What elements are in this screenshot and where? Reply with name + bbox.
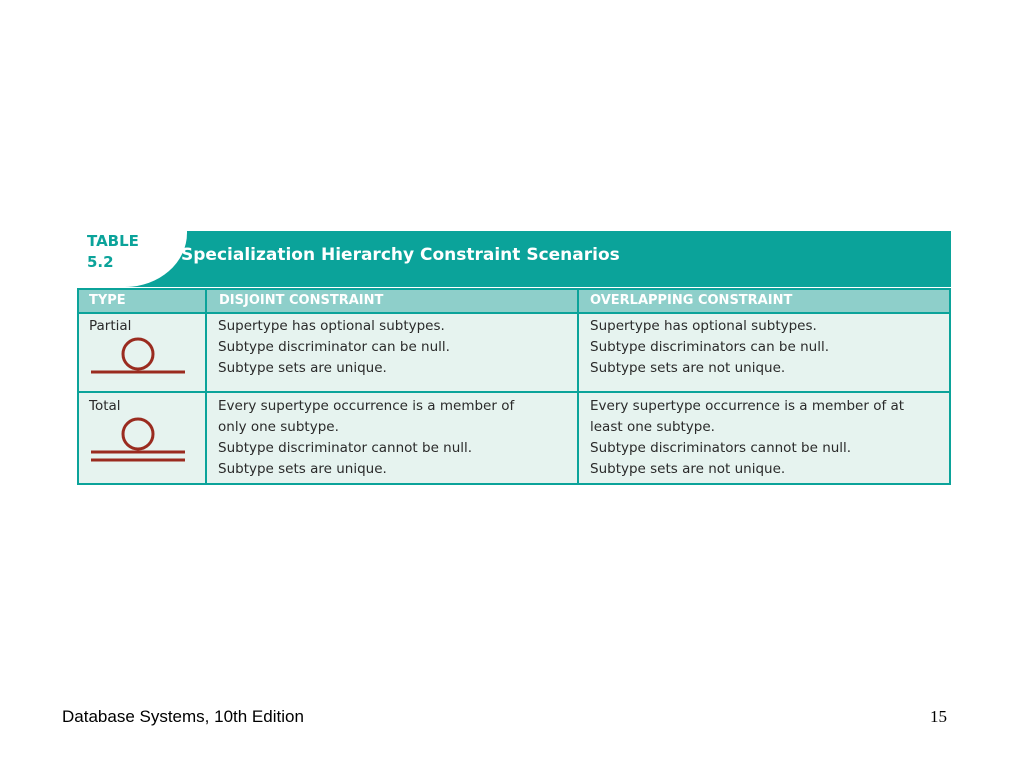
cell-line: Supertype has optional subtypes. xyxy=(590,318,817,334)
table-number-label: TABLE 5.2 xyxy=(87,232,139,271)
cell-line: Subtype sets are unique. xyxy=(218,360,387,376)
cell-line: Every supertype occurrence is a member of xyxy=(218,398,515,414)
cell-line: Subtype discriminators cannot be null. xyxy=(590,440,852,456)
cell-line: only one subtype. xyxy=(218,419,339,435)
cell-line: Supertype has optional subtypes. xyxy=(218,318,445,334)
row-divider xyxy=(79,391,949,393)
table-title: Specialization Hierarchy Constraint Scenarios xyxy=(181,245,620,265)
cell-line: Subtype sets are not unique. xyxy=(590,461,786,477)
type-label-total: Total xyxy=(89,398,121,414)
cell-line: Subtype sets are unique. xyxy=(218,461,387,477)
footer-book-title: Database Systems, 10th Edition xyxy=(62,707,304,726)
table-figure xyxy=(77,225,951,485)
cell-line: Subtype discriminator cannot be null. xyxy=(218,440,473,456)
total-constraint-icon xyxy=(89,417,189,465)
table-row-total-disjoint xyxy=(218,396,573,480)
table-title-banner xyxy=(77,231,951,287)
table-row-partial-disjoint xyxy=(218,316,573,379)
header-type: TYPE xyxy=(89,293,126,308)
table-row-partial-type xyxy=(89,316,203,337)
table-header-row xyxy=(79,290,949,314)
partial-constraint-icon xyxy=(89,337,189,379)
cell-line: Every supertype occurrence is a member of at xyxy=(590,398,905,414)
table-row-partial-overlapping xyxy=(590,316,945,379)
table-row-total-type xyxy=(89,396,203,417)
cell-line: least one subtype. xyxy=(590,419,715,435)
cell-line: Subtype sets are not unique. xyxy=(590,360,786,376)
header-overlapping-constraint: OVERLAPPING CONSTRAINT xyxy=(590,293,793,308)
page-number: 15 xyxy=(930,707,947,726)
column-divider xyxy=(205,290,207,483)
table-row-total-overlapping xyxy=(590,396,945,480)
constraint-table xyxy=(77,288,951,485)
cell-line: Subtype discriminator can be null. xyxy=(218,339,450,355)
type-label-partial: Partial xyxy=(89,318,132,334)
column-divider xyxy=(577,290,579,483)
cell-line: Subtype discriminators can be null. xyxy=(590,339,829,355)
header-disjoint-constraint: DISJOINT CONSTRAINT xyxy=(219,293,384,308)
